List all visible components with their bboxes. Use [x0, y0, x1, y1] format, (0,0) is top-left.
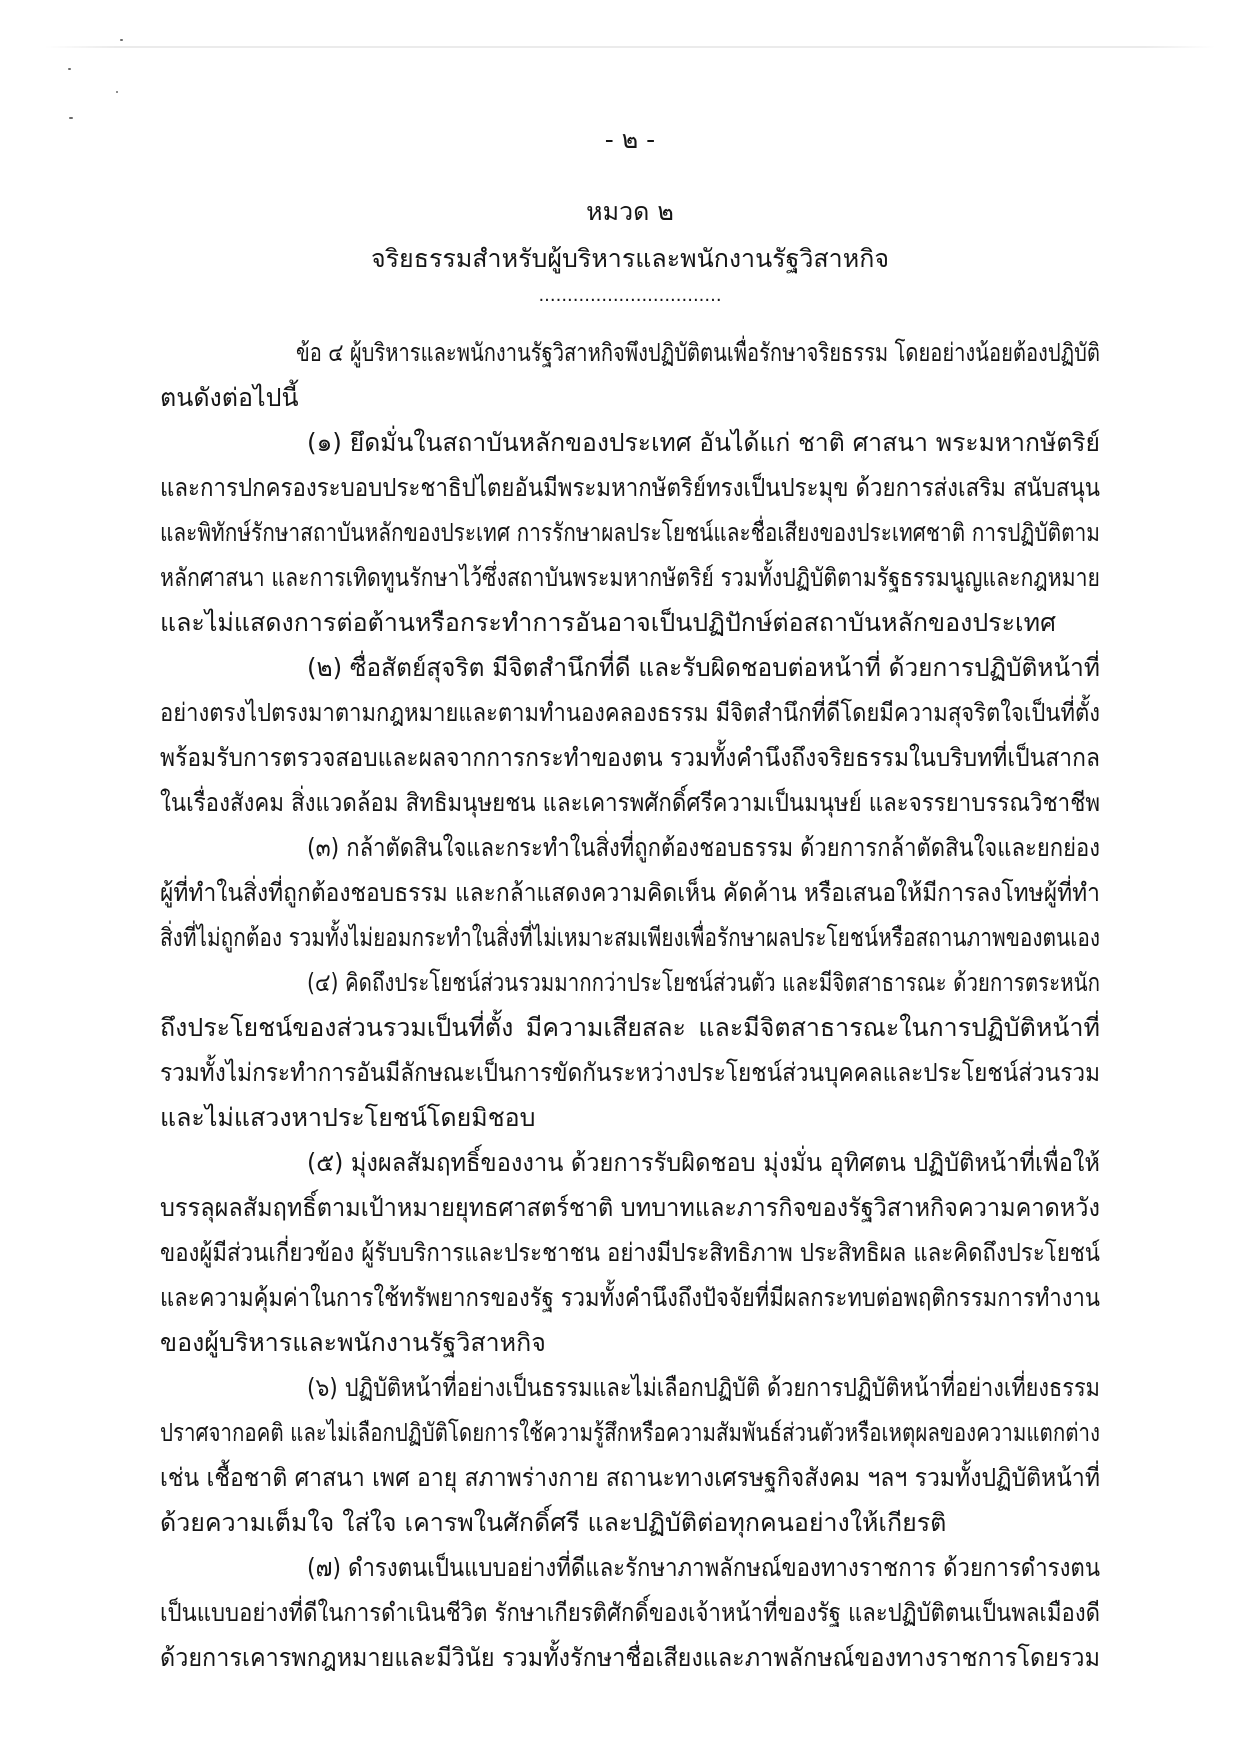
item-line: เป็นแบบอย่างที่ดีในการดำเนินชีวิต รักษาเกียรติศักดิ์ของเจ้าหน้าที่ของรัฐ และปฏิบัติตนเป็นพลเมืองดี	[160, 1598, 1100, 1627]
item-line: (๖) ปฏิบัติหน้าที่อย่างเป็นธรรมและไม่เลือกปฏิบัติ ด้วยการปฏิบัติหน้าที่อย่างเที่ยงธรรม	[307, 1373, 1100, 1402]
item-line: และความคุ้มค่าในการใช้ทรัพยากรของรัฐ รวมทั้งคำนึงถึงปัจจัยที่มีผลกระทบต่อพฤติกรรมการทำงาน	[160, 1283, 1100, 1312]
page-number: - ๒ -	[604, 125, 656, 154]
item-line: ในเรื่องสังคม สิ่งแวดล้อม สิทธิมนุษยชน และเคารพศักดิ์ศรีความเป็นมนุษย์ และจรรยาบรรณวิชาชีพ	[160, 788, 1100, 817]
item-5	[160, 1140, 1100, 1365]
item-line: ด้วยการเคารพกฎหมายและมีวินัย รวมทั้งรักษาชื่อเสียงและภาพลักษณ์ของทางราชการโดยรวม	[160, 1643, 1100, 1672]
chapter-heading: หมวด ๒	[586, 197, 674, 226]
item-line: ถึงประโยชน์ของส่วนรวมเป็นที่ตั้ง มีความเสียสละ และมีจิตสาธารณะในการปฏิบัติหน้าที่	[160, 1013, 1100, 1042]
item-line: (๓) กล้าตัดสินใจและกระทำในสิ่งที่ถูกต้องชอบธรรม ด้วยการกล้าตัดสินใจและยกย่อง	[307, 833, 1100, 862]
item-line: ด้วยความเต็มใจ ใส่ใจ เคารพในศักดิ์ศรี และปฏิบัติต่อทุกคนอย่างให้เกียรติ	[160, 1508, 947, 1537]
scan-speck	[120, 39, 123, 41]
clause-line: ตนดังต่อไปนี้	[160, 383, 299, 412]
item-line: เช่น เชื้อชาติ ศาสนา เพศ อายุ สภาพร่างกาย สถานะทางเศรษฐกิจสังคม ฯลฯ รวมทั้งปฏิบัติหน้าที่	[160, 1463, 1100, 1492]
scan-edge-line	[45, 46, 1215, 48]
item-line: และไม่แสดงการต่อต้านหรือกระทำการอันอาจเป็นปฏิปักษ์ต่อสถาบันหลักของประเทศ	[160, 608, 1056, 637]
clause-line: ข้อ ๔ ผู้บริหารและพนักงานรัฐวิสาหกิจพึงปฏิบัติตนเพื่อรักษาจริยธรรม โดยอย่างน้อยต้องปฏิบัติ	[296, 338, 1100, 367]
item-7	[160, 1545, 1100, 1680]
item-line: และการปกครองระบอบประชาธิปไตยอันมีพระมหากษัตริย์ทรงเป็นประมุข ด้วยการส่งเสริม สนับสนุน	[160, 473, 1100, 502]
item-line: (๒) ซื่อสัตย์สุจริต มีจิตสำนึกที่ดี และรับผิดชอบต่อหน้าที่ ด้วยการปฏิบัติหน้าที่	[307, 653, 1100, 682]
scan-speck	[68, 68, 71, 70]
item-line: รวมทั้งไม่กระทำการอันมีลักษณะเป็นการขัดกันระหว่างประโยชน์ส่วนบุคคลและประโยชน์ส่วนรวม	[160, 1058, 1100, 1087]
item-2	[160, 645, 1100, 825]
item-line: และไม่แสวงหาประโยชน์โดยมิชอบ	[160, 1103, 536, 1132]
document-body	[160, 330, 1100, 1680]
item-line: พร้อมรับการตรวจสอบและผลจากการกระทำของตน รวมทั้งคำนึงถึงจริยธรรมในบริบทที่เป็นสากล	[160, 743, 1100, 772]
item-line: ของผู้มีส่วนเกี่ยวข้อง ผู้รับบริการและประชาชน อย่างมีประสิทธิภาพ ประสิทธิผล และคิดถึงประโยชน์	[160, 1238, 1100, 1267]
chapter-title: จริยธรรมสำหรับผู้บริหารและพนักงานรัฐวิสาหกิจ	[370, 244, 889, 273]
item-line: (๗) ดำรงตนเป็นแบบอย่างที่ดีและรักษาภาพลักษณ์ของทางราชการ ด้วยการดำรงตน	[307, 1553, 1100, 1582]
item-line: ผู้ที่ทำในสิ่งที่ถูกต้องชอบธรรม และกล้าแสดงความคิดเห็น คัดค้าน หรือเสนอให้มีการลงโทษผู้ที่ทำ	[160, 878, 1100, 907]
item-6	[160, 1365, 1100, 1545]
item-line: ปราศจากอคติ และไม่เลือกปฏิบัติโดยการใช้ความรู้สึกหรือความสัมพันธ์ส่วนตัวหรือเหตุผลของความแตกต่าง	[160, 1418, 1100, 1447]
scan-speck	[116, 91, 118, 93]
item-line: บรรลุผลสัมฤทธิ์ตามเป้าหมายยุทธศาสตร์ชาติ บทบาทและภารกิจของรัฐวิสาหกิจความคาดหวัง	[160, 1193, 1100, 1222]
title-separator: ................................	[538, 285, 722, 306]
clause-4	[160, 330, 1100, 420]
item-3	[160, 825, 1100, 960]
item-1	[160, 420, 1100, 645]
item-line: (๔) คิดถึงประโยชน์ส่วนรวมมากกว่าประโยชน์ส่วนตัว และมีจิตสาธารณะ ด้วยการตระหนัก	[307, 968, 1100, 997]
item-line: ของผู้บริหารและพนักงานรัฐวิสาหกิจ	[160, 1328, 546, 1357]
item-line: และพิทักษ์รักษาสถาบันหลักของประเทศ การรักษาผลประโยชน์และชื่อเสียงของประเทศชาติ การปฏิบัติตาม	[160, 518, 1100, 547]
item-line: สิ่งที่ไม่ถูกต้อง รวมทั้งไม่ยอมกระทำในสิ่งที่ไม่เหมาะสมเพียงเพื่อรักษาผลประโยชน์หรือสถานภาพของตนเอง	[160, 923, 1100, 952]
item-line: (๑) ยึดมั่นในสถาบันหลักของประเทศ อันได้แก่ ชาติ ศาสนา พระมหากษัตริย์	[307, 428, 1100, 457]
item-line: อย่างตรงไปตรงมาตามกฎหมายและตามทำนองคลองธรรม มีจิตสำนึกที่ดีโดยมีความสุจริตใจเป็นที่ตั้ง	[160, 698, 1100, 727]
item-line: หลักศาสนา และการเทิดทูนรักษาไว้ซึ่งสถาบันพระมหากษัตริย์ รวมทั้งปฏิบัติตามรัฐธรรมนูญและกฎหมาย	[160, 563, 1100, 592]
scan-speck	[69, 117, 73, 119]
item-4	[160, 960, 1100, 1140]
item-line: (๕) มุ่งผลสัมฤทธิ์ของงาน ด้วยการรับผิดชอบ มุ่งมั่น อุทิศตน ปฏิบัติหน้าที่เพื่อให้	[307, 1148, 1100, 1177]
